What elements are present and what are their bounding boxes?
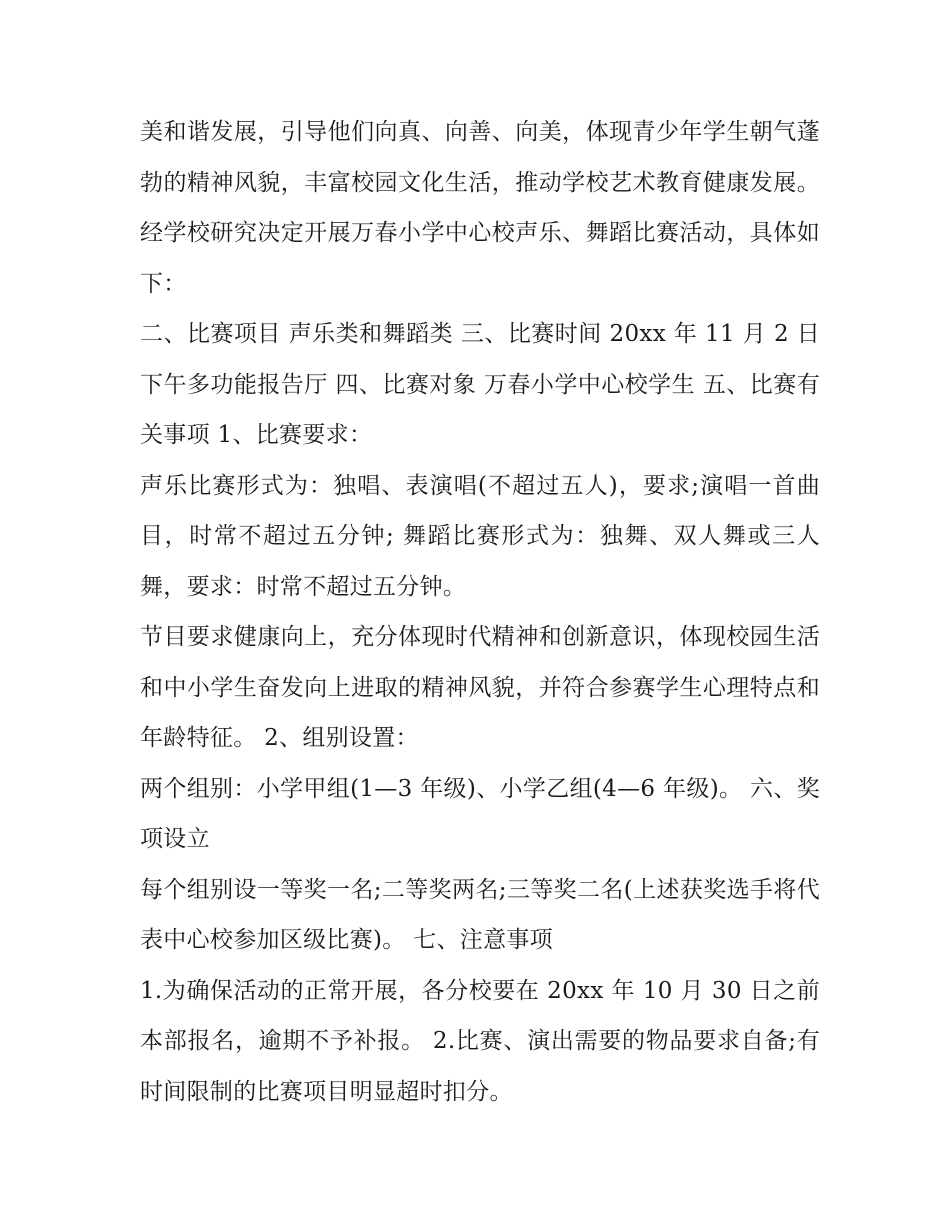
paragraph-program-requirements: 节目要求健康向上，充分体现时代精神和创新意识，体现校园生活和中小学生奋发向上进取的精神风貌，并符合参赛学生心理特点和年龄特征。 2、组别设置： (140, 624, 820, 751)
paragraph-awards: 每个组别设一等奖一名;二等奖两名;三等奖二名(上述获奖选手将代表中心校参加区级比赛)。 七、注意事项 (140, 876, 820, 953)
document-body (140, 107, 820, 1117)
paragraph-items-time-target: 二、比赛项目 声乐类和舞蹈类 三、比赛时间 20xx 年 11 月 2 日下午多功能报告厅 四、比赛对象 万春小学中心校学生 五、比赛有关事项 1、比赛要求： (140, 321, 820, 448)
paragraph-notes: 1.为确保活动的正常开展，各分校要在 20xx 年 10 月 30 日之前本部报名，逾期不予补报。 2.比赛、演出需要的物品要求自备;有时间限制的比赛项目明显超时扣分。 (140, 977, 820, 1105)
paragraph-intro: 美和谐发展，引导他们向真、向善、向美，体现青少年学生朝气蓬勃的精神风貌，丰富校园文化生活，推动学校艺术教育健康发展。经学校研究决定开展万春小学中心校声乐、舞蹈比赛活动，具体如下： (140, 119, 820, 297)
paragraph-groups: 两个组别：小学甲组(1—3 年级)、小学乙组(4—6 年级)。 六、奖项设立 (140, 775, 820, 852)
paragraph-vocal-dance-format: 声乐比赛形式为：独唱、表演唱(不超过五人)，要求;演唱一首曲目，时常不超过五分钟; 舞蹈比赛形式为：独舞、双人舞或三人舞，要求：时常不超过五分钟。 (140, 472, 820, 600)
